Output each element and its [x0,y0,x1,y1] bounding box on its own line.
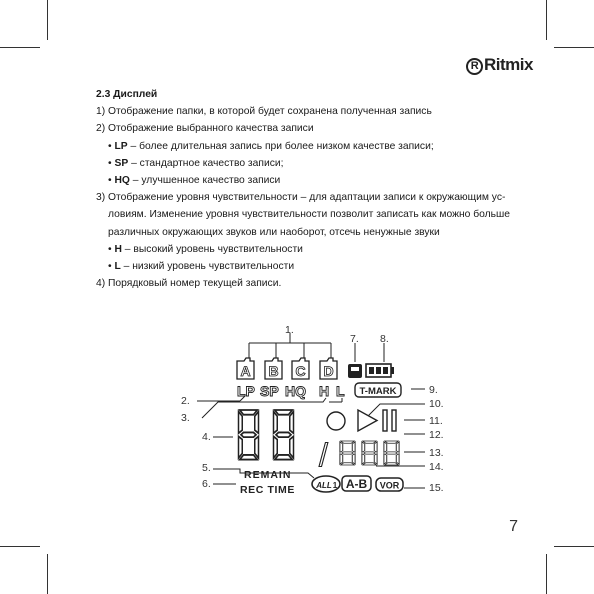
svg-text:A-B: A-B [345,477,368,491]
folder-number-digits [239,410,294,460]
quality-sp-label: SP [260,383,279,399]
sens-h-label: H [319,383,330,399]
sensitivity-low: • L – низкий уровень чувствительности [108,261,295,273]
item-3-line-3: различных окружающих звуков или наоборот, отсечь ненужные звуки [108,226,440,238]
callout-8: 8. [380,333,389,345]
callout-13: 13. [429,447,444,459]
record-indicator-icon [327,412,345,430]
callout-5: 5. [202,462,211,474]
sensitivity-high: • H – высокий уровень чувствительности [108,243,303,255]
item-2: 2) Отображение выбранного качества записи [96,123,314,135]
battery-icon [366,343,394,377]
tmark-indicator [355,383,401,397]
svg-text:A: A [240,363,251,379]
callout-11: 11. [429,415,443,427]
quality-sp: • SP – стандартное качество записи; [108,157,284,169]
folder-c-icon [292,358,309,379]
quality-lp: • LP – более длительная запись при более низком качестве записи; [108,140,434,152]
callout-6: 6. [202,478,211,490]
callout-14: 14. [429,461,444,473]
callout-15: 15. [429,482,444,494]
callout-12: 12. [429,429,444,441]
record-mode-icon [348,343,362,378]
callout-4: 4. [202,431,211,443]
item-3-line-1: 3) Отображение уровня чувствительности – для адаптации записи к окружающим ус- [96,192,506,204]
folder-bracket [249,333,331,360]
section-title: 2.3 Дисплей [96,89,158,100]
svg-text:C: C [295,363,306,379]
callout-3: 3. [181,412,190,424]
slash-separator: / [319,437,328,473]
sens-l-label: L [336,383,345,399]
remain-label: REMAIN [244,469,292,481]
quality-hq-label: HQ [285,383,306,399]
folder-d-icon [320,358,337,379]
svg-text:VOR: VOR [379,480,400,491]
track-number-digits [340,441,399,465]
svg-text:B: B [268,363,279,379]
folder-b-icon [265,358,282,379]
folder-a-icon [237,358,254,379]
play-pause-icon [358,410,396,431]
ab-repeat-indicator [342,476,371,491]
logo-r-mark: R [466,58,483,75]
repeat-all-icon [312,476,340,492]
vor-indicator [376,478,403,491]
svg-text:D: D [323,363,334,379]
callout-1: 1. [285,324,294,336]
item-3-line-2: ловиям. Изменение уровня чувствительности позволит записать как можно больше [108,209,510,221]
callout-10: 10. [429,398,444,410]
quality-lp-label: LP [237,383,255,399]
rectime-label: REC TIME [240,484,295,496]
callout-9: 9. [429,384,438,396]
leader-lines [197,389,425,488]
callout-7: 7. [350,333,359,345]
svg-text:T-MARK: T-MARK [359,386,397,397]
item-1: 1) Отображение папки, в которой будет сохранена полученная запись [96,106,432,118]
callout-2: 2. [181,395,190,407]
quality-hq: • HQ – улучшенное качество записи [108,175,281,187]
item-4: 4) Порядковый номер текущей записи. [96,278,282,290]
svg-text:1: 1 [332,481,338,490]
logo-text: Ritmix [484,55,533,74]
page-number: 7 [509,518,518,535]
svg-text:ALL: ALL [316,481,332,490]
